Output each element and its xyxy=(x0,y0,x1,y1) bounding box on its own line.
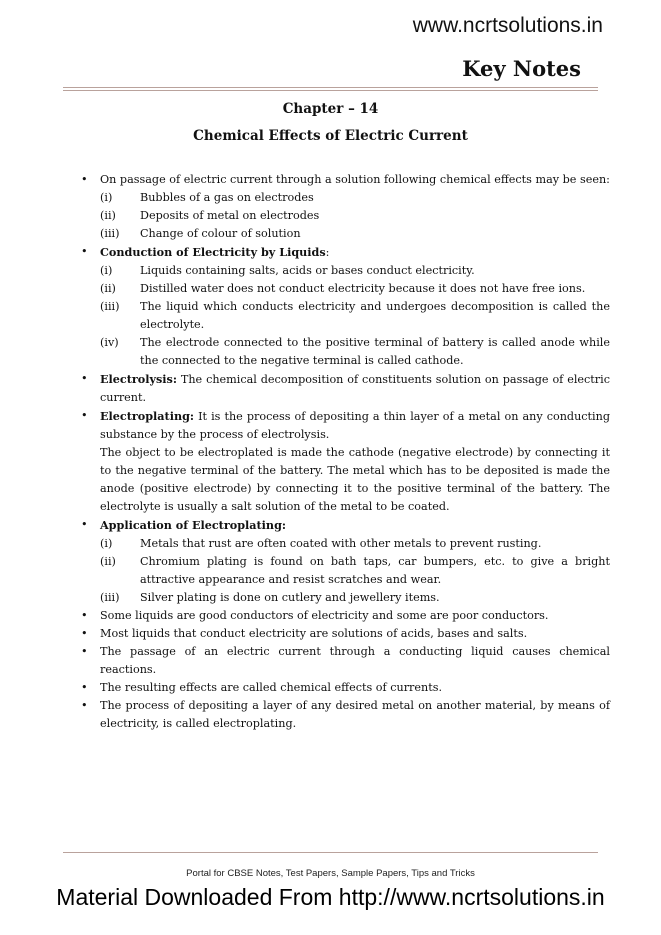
sub-item-text: Distilled water does not conduct electricity because it does not have free ions. xyxy=(140,282,586,295)
site-url: www.ncrtsolutions.in xyxy=(412,14,603,37)
sub-item-number: (i) xyxy=(100,264,113,277)
sub-item-text: Bubbles of a gas on electrodes xyxy=(140,191,314,204)
bullet-heading: Electrolysis: xyxy=(100,372,177,386)
bullet-text: It is the process of depositing a thin layer of a metal on any conducting substance by the process of electrolysis. xyxy=(100,410,610,441)
sub-item-number: (iii) xyxy=(100,591,120,604)
bullet-electrolysis xyxy=(79,370,610,407)
sub-item xyxy=(79,225,610,243)
bullet-heading: Electroplating: xyxy=(100,409,195,423)
bullet-text: Most liquids that conduct electricity are solutions of acids, bases and salts. xyxy=(100,627,528,640)
footer-download-link[interactable]: Material Downloaded From http://www.ncrtsolutions.in xyxy=(56,884,605,910)
sub-item xyxy=(79,589,610,607)
sub-item xyxy=(79,280,610,298)
bullet-item xyxy=(79,607,610,625)
footer-note: Portal for CBSE Notes, Test Papers, Sample Papers, Tips and Tricks xyxy=(186,868,475,879)
bullet-conduction xyxy=(79,243,610,262)
sub-item-text: Liquids containing salts, acids or bases conduct electricity. xyxy=(140,264,475,277)
notes-content xyxy=(79,171,610,733)
bullet-item xyxy=(79,625,610,643)
sub-item-text: Deposits of metal on electrodes xyxy=(140,209,320,222)
chapter-title: Chemical Effects of Electric Current xyxy=(193,128,468,144)
sub-item xyxy=(79,298,610,334)
sub-item-number: (iii) xyxy=(100,300,120,313)
sub-item xyxy=(79,262,610,280)
sub-item-number: (ii) xyxy=(100,209,116,222)
sub-item-text: Chromium plating is found on bath taps, car bumpers, etc. to give a bright attractive appearance and resist scratches and wear. xyxy=(140,555,610,586)
footer-divider xyxy=(63,852,598,853)
sub-item-number: (iii) xyxy=(100,227,120,240)
electroplating-paragraph: The object to be electroplated is made the cathode (negative electrode) by connecting it to the negative terminal of the battery. The metal which has to be deposited is made the anode (positive electrode) by connecting it to the positive terminal of the battery. The electrolyte is usually a salt solution of the metal to be coated. xyxy=(100,446,610,513)
sub-item-number: (iv) xyxy=(100,336,119,349)
sub-item-text: The electrode connected to the positive terminal of battery is called anode while the connected to the negative terminal is called cathode. xyxy=(140,336,610,367)
key-notes-heading: Key Notes xyxy=(462,56,581,81)
sub-item xyxy=(79,189,610,207)
sub-item-number: (ii) xyxy=(100,555,116,568)
sub-item xyxy=(79,334,610,370)
bullet-text: The chemical decomposition of constituents solution on passage of electric current. xyxy=(100,373,610,404)
sub-item xyxy=(79,207,610,225)
sub-item-number: (ii) xyxy=(100,282,116,295)
bullet-text: On passage of electric current through a solution following chemical effects may be seen: xyxy=(100,173,610,186)
bullet-heading: Application of Electroplating: xyxy=(100,518,287,532)
bullet-item xyxy=(79,643,610,679)
sub-item-text: Change of colour of solution xyxy=(140,227,301,240)
sub-item-number: (i) xyxy=(100,537,113,550)
sub-item xyxy=(79,535,610,553)
sub-item-text: The liquid which conducts electricity and undergoes decomposition is called the electrolyte. xyxy=(140,300,610,331)
sub-item-number: (i) xyxy=(100,191,113,204)
chapter-number: Chapter – 14 xyxy=(282,101,379,117)
bullet-text: : xyxy=(325,246,330,259)
bullet-application xyxy=(79,516,610,535)
bullet-chemical-effects xyxy=(79,171,610,189)
bullet-text: Some liquids are good conductors of electricity and some are poor conductors. xyxy=(100,609,549,622)
bullet-text: The passage of an electric current through a conducting liquid causes chemical reactions. xyxy=(100,645,610,676)
bullet-text: The process of depositing a layer of any desired metal on another material, by means of electricity, is called electroplating. xyxy=(100,699,610,730)
bullet-electroplating xyxy=(79,407,610,444)
sub-item xyxy=(79,553,610,589)
bullet-item xyxy=(79,697,610,733)
header-divider xyxy=(63,87,598,91)
sub-item-text: Metals that rust are often coated with other metals to prevent rusting. xyxy=(140,537,542,550)
bullet-heading: Conduction of Electricity by Liquids xyxy=(100,245,326,259)
bullet-text: The resulting effects are called chemical effects of currents. xyxy=(100,681,443,694)
bullet-item xyxy=(79,679,610,697)
sub-item-text: Silver plating is done on cutlery and jewellery items. xyxy=(140,591,440,604)
